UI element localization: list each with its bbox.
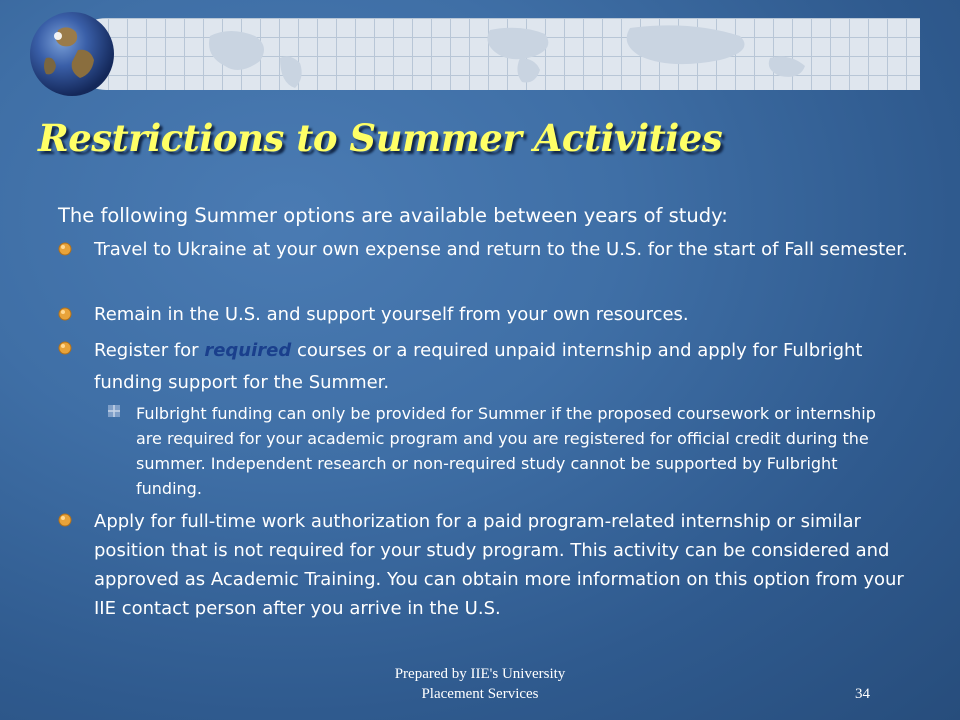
sub-bullet-text: Fulbright funding can only be provided for Summer if the proposed coursework or internship are required for your academic program and you are registered for official credit during the summer. Independent research or non-required study cannot be supported by Fulbright funding. — [136, 404, 876, 498]
footer — [340, 664, 620, 704]
bullet-text — [94, 335, 924, 399]
globe-icon — [28, 10, 116, 98]
page-number: 34 — [855, 686, 870, 702]
world-map-shapes — [70, 18, 920, 90]
bullet-text-after: courses or a required unpaid internship and apply for Fulbright funding support for the Summer. — [94, 340, 863, 393]
intro-text: The following Summer options are available between years of study: — [58, 204, 728, 227]
round-bullet-icon — [58, 242, 72, 256]
bullet-text: Remain in the U.S. and support yourself from your own resources. — [94, 304, 689, 325]
emphasis-required: required — [204, 340, 292, 361]
bullet-text-before: Register for — [94, 340, 205, 361]
round-bullet-icon — [58, 341, 72, 355]
round-bullet-icon — [58, 307, 72, 321]
footer-line-2: Placement Services — [421, 686, 539, 702]
slide-title: Restrictions to Summer Activities — [38, 116, 723, 160]
bullet-text: Travel to Ukraine at your own expense and return to the U.S. for the start of Fall semester. — [94, 239, 908, 260]
world-map-banner — [70, 18, 920, 90]
footer-line-1: Prepared by IIE's University — [394, 666, 566, 682]
round-bullet-icon — [58, 513, 72, 527]
square-bullet-icon — [108, 405, 120, 417]
bullet-text: Apply for full-time work authorization for a paid program-related internship or similar position that is not required for your study program. This activity can be considered and approved as Academic Training. You can obtain more information on this option from your IIE contact person after you arrive in the U.S. — [94, 511, 904, 619]
